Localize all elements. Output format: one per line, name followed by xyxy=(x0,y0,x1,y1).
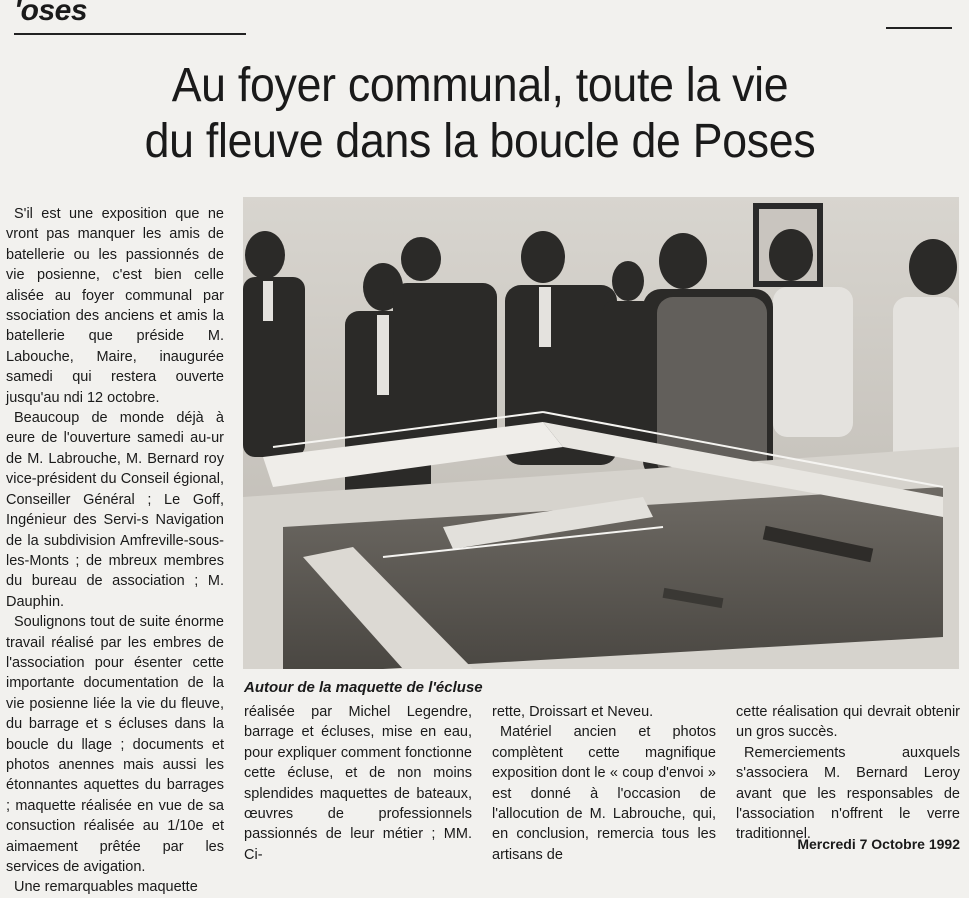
headline-line-1: Au foyer communal, toute la vie xyxy=(171,59,789,112)
paragraph: Beaucoup de monde déjà à eure de l'ouverture samedi au-ur de M. Labrouche, M. Bernard roy vice-président du Conseil égional, Conseiller Général ; Le Goff, Ingénieur des Servi-s Navigation de la subdivision Amfreville-sous-les-Monts ; de mbreux membres du bureau de association ; M. Dauphin. xyxy=(6,410,224,610)
publication-date: Mercredi 7 Octobre 1992 xyxy=(797,836,960,852)
header-rule-right xyxy=(886,27,952,29)
press-photo-lock-model xyxy=(243,197,959,669)
section-tag: 'oses xyxy=(14,0,88,27)
article-column-1 xyxy=(6,204,224,896)
paragraph: cette réalisation qui devrait obtenir un gros succès. xyxy=(736,704,960,741)
paragraph: Remerciements auxquels s'associera M. Bernard Leroy avant que les responsables de l'association n'offrent le verre traditionnel. xyxy=(736,744,960,843)
paragraph: Matériel ancien et photos complètent cette magnifique exposition dont le « coup d'envoi » est donné à l'occasion de l'allocution de M. Labrouche, qui, en conclusion, remercia tous les artisans de xyxy=(492,724,716,863)
paragraph: réalisée par Michel Legendre, barrage et écluses, mise en eau, pour expliquer comment fonctionne cette écluse, et de non moins splendides maquettes de bateaux, œuvres de professionnels passionnés de leur métier ; MM. Ci- xyxy=(244,704,472,863)
article-column-3 xyxy=(492,702,716,863)
header-rule-left xyxy=(14,33,246,35)
headline xyxy=(71,58,889,170)
photo-caption: Autour de la maquette de l'écluse xyxy=(244,679,483,696)
paragraph: rette, Droissart et Neveu. xyxy=(492,704,654,720)
paragraph: Une remarquables maquette xyxy=(14,879,198,896)
paragraph: S'il est une exposition que ne vront pas manquer les amis de batellerie ou les passionnés de vie posienne, c'est bien celle alisée au foyer communal par ssociation des anciens et amis la batellerie que préside M. Labouche, Maire, inaugurée samedi qui restera ouverte jusqu'au ndi 12 octobre. xyxy=(6,206,224,406)
headline-line-2: du fleuve dans la boucle de Poses xyxy=(144,115,816,168)
photo-illustration xyxy=(243,197,959,669)
paragraph: Soulignons tout de suite énorme travail réalisé par les embres de l'association pour ésenter cette importante documentation de la vie posienne liée la vie du fleuve, du barrage et s écluses dans la boucle du llage ; documents et photos anennes mais aussi les étonnantes aquettes du barrages ; maquette réalisée en vue de sa consuction réalisée au 1/10e et aimaement prêtée par les services de avigation. xyxy=(6,614,224,875)
article-column-4 xyxy=(736,702,960,842)
article-column-2 xyxy=(244,702,472,863)
